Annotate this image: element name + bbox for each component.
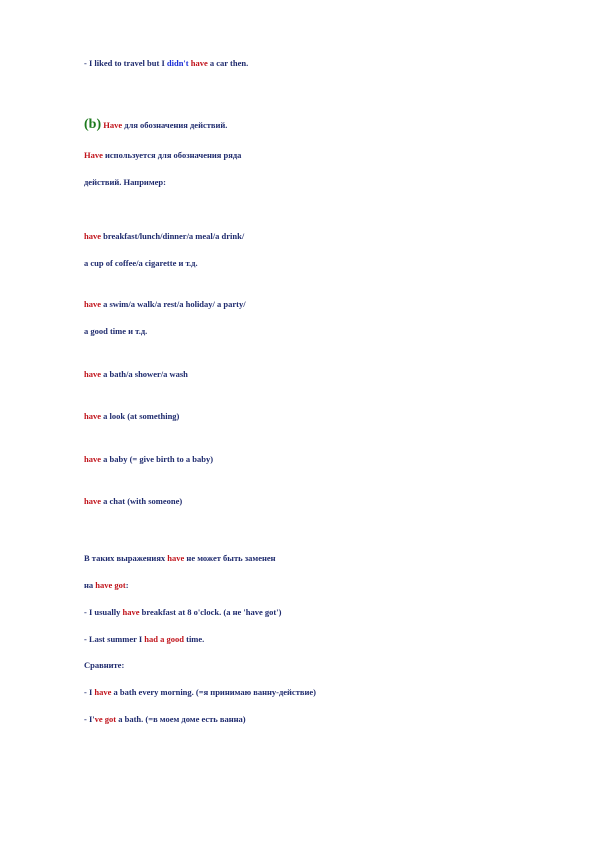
text-segment: a cup of coffee/a cigarette и т.д. — [84, 258, 198, 268]
example-baby — [84, 454, 213, 465]
keyword-have-got: have got — [95, 580, 126, 590]
text-segment: - I' — [84, 714, 95, 724]
text-segment: не может быть заменен — [184, 553, 276, 563]
text-segment: - I usually — [84, 607, 123, 617]
sentence-last-summer — [84, 634, 204, 645]
text-segment: a car then. — [207, 58, 249, 68]
text-segment: a chat (with someone) — [101, 496, 183, 506]
section-label: (b) — [84, 117, 102, 132]
text-segment: Сравните: — [84, 660, 125, 670]
text-segment: a swim/a walk/a rest/a holiday/ a party/ — [101, 299, 246, 309]
text-segment: на — [84, 580, 96, 590]
keyword-have: have — [122, 607, 140, 617]
keyword-have: Have — [103, 120, 123, 130]
text-segment: time. — [183, 634, 205, 644]
keyword-had-a-good: had a good — [144, 634, 184, 644]
text-segment: : — [125, 580, 129, 590]
text-segment: для обозначения действий. — [122, 120, 228, 130]
text-segment: - Last summer I — [84, 634, 145, 644]
example-leisure-line-1 — [84, 299, 246, 310]
text-segment: a look (at something) — [101, 411, 180, 421]
example-leisure-line-2 — [84, 326, 147, 337]
keyword-didnt: didn't — [166, 58, 189, 68]
example-meals-line-1 — [84, 231, 244, 242]
keyword-have: have — [167, 553, 185, 563]
sentence-breakfast — [84, 607, 281, 618]
sentence-bath-every-morning — [84, 687, 316, 698]
example-meals-line-2 — [84, 258, 198, 269]
text-segment: В таких выражениях — [84, 553, 168, 563]
keyword-have: Have — [84, 150, 103, 160]
text-segment: - I — [84, 687, 95, 697]
text-segment: a baby (= give birth to a baby) — [101, 454, 214, 464]
text-segment: breakfast at 8 o'clock. (а не 'have got') — [139, 607, 282, 617]
keyword-have: have — [84, 231, 101, 241]
text-segment: a bath/a shower/a wash — [101, 369, 188, 379]
text-segment: a bath every morning. (=я принимаю ванну-действие) — [111, 687, 316, 697]
text-segment: используется для обозначения ряда — [102, 150, 242, 160]
example-bath — [84, 369, 188, 380]
keyword-have: have — [84, 411, 101, 421]
text-line-4 — [84, 177, 166, 188]
text-segment: действий. Например: — [84, 177, 166, 187]
keyword-have: have — [84, 369, 101, 379]
keyword-have: have — [190, 58, 208, 68]
text-segment: a bath. (=в моем доме есть ванна) — [116, 714, 246, 724]
text-segment: breakfast/lunch/dinner/a meal/a drink/ — [101, 231, 245, 241]
rule-line-2 — [84, 580, 129, 591]
compare-heading — [84, 660, 124, 671]
example-chat — [84, 496, 182, 507]
keyword-ve-got: ve got — [94, 714, 117, 724]
text-segment: a good time и т.д. — [84, 326, 148, 336]
rule-line-1 — [84, 553, 276, 564]
keyword-have: have — [84, 496, 101, 506]
example-look — [84, 411, 179, 422]
section-heading-b — [84, 117, 227, 133]
keyword-have: have — [84, 454, 101, 464]
keyword-have: have — [84, 299, 101, 309]
keyword-have: have — [94, 687, 112, 697]
text-segment: - I liked to travel but I — [84, 58, 167, 68]
sentence-ive-got-a-bath — [84, 714, 246, 725]
text-line-3 — [84, 150, 241, 161]
text-line-1 — [84, 58, 248, 69]
